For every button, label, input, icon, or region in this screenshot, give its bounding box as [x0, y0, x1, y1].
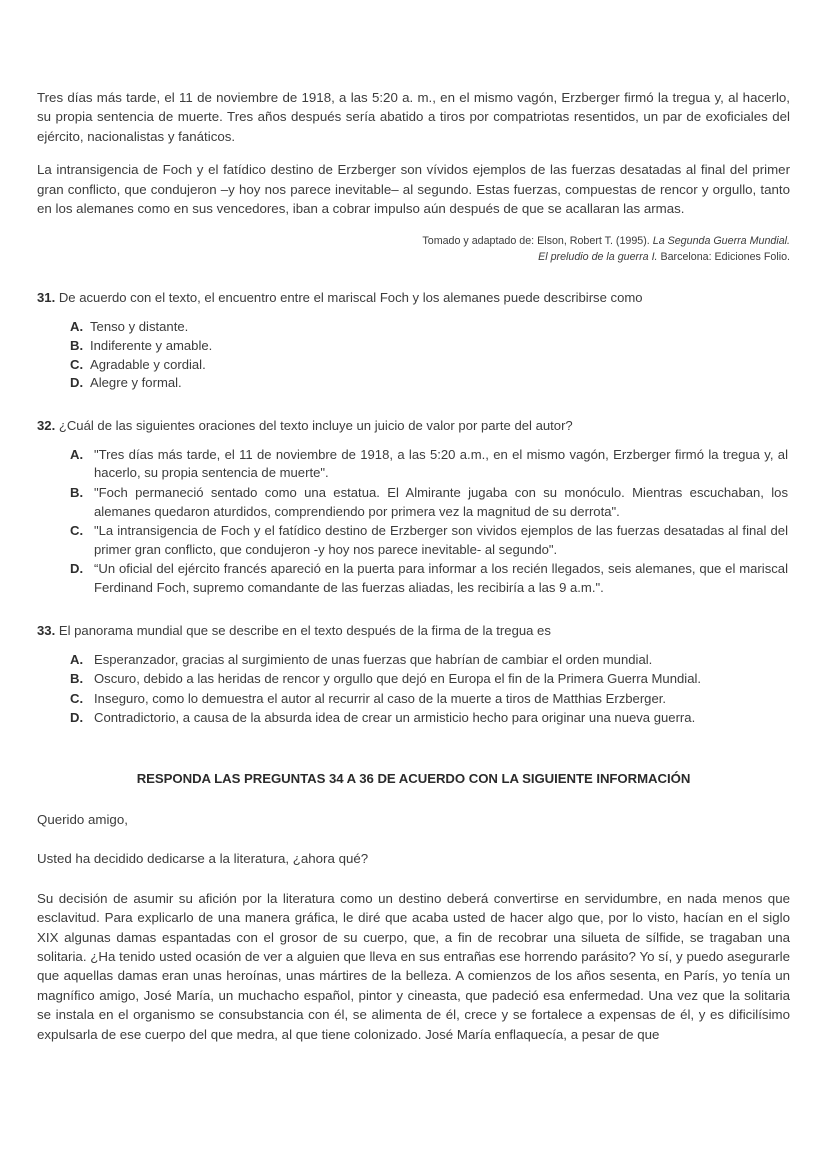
option-33-c-letter: C. [70, 690, 84, 706]
option-31-d[interactable] [70, 374, 760, 393]
option-31-b-letter: B. [70, 338, 84, 354]
attribution-line-1 [37, 234, 790, 250]
option-33-d[interactable] [70, 709, 788, 728]
option-31-a-letter: A. [70, 319, 84, 335]
question-33-text: El panorama mundial que se describe en el texto después de la firma de la tregua es [58, 622, 551, 638]
option-33-b[interactable] [70, 670, 788, 689]
question-33-stem [37, 622, 790, 640]
source-attribution [37, 234, 790, 265]
passage-paragraph-2: La intransigencia de Foch y el fatídico destino de Erzberger son vívidos ejemplos de las fuerzas desatadas al final del primer gran conflicto, que condujeron –y hoy nos parece inevitable– al segundo. Estas fuerzas, compuestas de rencor y orgullo, tanto en los alemanes como en sus vencedores, iban a cobrar impulso aún después de que se acallaran las armas. [37, 162, 790, 217]
option-32-a-text: "Tres días más tarde, el 11 de noviembre de 1918, a las 5:20 a.m., en el mismo vagón, Erzberger firmó la tregua y, al hacerlo, su propia sentencia de muerte". [94, 446, 788, 481]
option-33-c-text: Inseguro, como lo demuestra el autor al recurrir al caso de la muerte a tiros de Matthias Erzberger. [94, 690, 667, 706]
question-31-stem [37, 289, 790, 307]
option-32-b[interactable] [70, 484, 788, 521]
option-33-a-text: Esperanzador, gracias al surgimiento de unas fuerzas que habrían de cambiar el orden mundial. [94, 651, 653, 667]
option-33-b-text: Oscuro, debido a las heridas de rencor y orgullo que dejó en Europa el fin de la Primera Guerra Mundial. [94, 671, 702, 687]
option-33-b-letter: B. [70, 671, 84, 687]
question-32-options [70, 446, 788, 598]
option-32-b-letter: B. [70, 485, 84, 500]
question-32-stem [37, 417, 790, 435]
attribution-line-2 [37, 250, 790, 266]
question-33 [37, 622, 790, 728]
letter-salutation: Querido amigo, [37, 811, 128, 827]
option-32-d-text: “Un oficial del ejército francés apareció en la puerta para informar a los recién llegados, seis alemanes, que el mariscal Ferdinand Foch, supremo comandante de las fuerzas aliadas, les recibiría a las 9 a.m.". [94, 561, 788, 595]
question-33-options [70, 651, 788, 728]
option-32-a-letter: A. [70, 446, 84, 462]
reading-passage [37, 88, 790, 218]
option-31-d-text: Alegre y formal. [90, 375, 182, 391]
option-33-d-letter: D. [70, 710, 84, 726]
passage-paragraph-1: Tres días más tarde, el 11 de noviembre de 1918, a las 5:20 a. m., en el mismo vagón, Erzberger firmó la tregua y, al hacerlo, su propia sentencia de muerte. Tres años después sería abatido a tiros por compatriotas resentidos, un par de exoficiales del ejército, nacionalistas y fanáticos. [37, 90, 790, 144]
question-32-text: ¿Cuál de las siguientes oraciones del texto incluye un juicio de valor por parte del autor? [58, 417, 573, 433]
option-31-c-text: Agradable y cordial. [90, 356, 206, 372]
question-31-number: 31. [37, 290, 56, 306]
option-32-a[interactable] [70, 446, 788, 483]
section-instruction-heading: RESPONDA LAS PREGUNTAS 34 A 36 DE ACUERDO CON LA SIGUIENTE INFORMACIÓN [136, 770, 691, 786]
option-33-a-letter: A. [70, 651, 84, 667]
option-32-c-letter: C. [70, 523, 84, 539]
question-31 [37, 289, 790, 392]
question-32 [37, 417, 790, 598]
attribution-title-2: El preludio de la guerra I. [538, 250, 658, 263]
option-32-c[interactable] [70, 522, 788, 559]
option-31-d-letter: D. [70, 375, 84, 391]
attribution-prefix: Tomado y adaptado de: Elson, Robert T. (1995). [422, 235, 653, 248]
question-31-options [70, 318, 760, 392]
option-32-b-text: "Foch permaneció sentado como una estatua. El Almirante jugaba con su monóculo. Mientras escuchaban, los alemanes quedaron aturdidos, comprendiendo por primera vez la magnitud de su derrota". [94, 485, 788, 519]
question-32-number: 32. [37, 417, 56, 433]
option-33-a[interactable] [70, 651, 788, 670]
option-33-d-text: Contradictorio, a causa de la absurda idea de crear un armisticio hecho para originar una nueva guerra. [94, 710, 696, 726]
letter-opening-line: Usted ha decidido dedicarse a la literatura, ¿ahora qué? [37, 851, 369, 867]
option-31-c-letter: C. [70, 356, 84, 372]
question-33-number: 33. [37, 622, 56, 638]
question-31-text: De acuerdo con el texto, el encuentro entre el mariscal Foch y los alemanes puede describirse como [58, 290, 643, 306]
option-32-d-letter: D. [70, 561, 84, 577]
attribution-publisher: Barcelona: Ediciones Folio. [657, 250, 790, 263]
option-31-b[interactable] [70, 337, 760, 356]
option-31-a[interactable] [70, 318, 760, 337]
option-31-c[interactable] [70, 356, 760, 375]
option-33-c[interactable] [70, 690, 788, 709]
page-content [37, 88, 790, 1044]
letter-body: Su decisión de asumir su afición por la literatura como un destino deberá convertirse en servidumbre, en nada menos que esclavitud. Para explicarlo de una manera gráfica, le diré que acaba usted de hacer algo que, por lo visto, hacían en el siglo XIX algunas damas espantadas con el grosor de su cuerpo, que, a fin de recobrar una silueta de sílfide, se tragaban una solitaria. ¿Ha tenido usted ocasión de ver a alguien que lleva en sus entrañas ese horrendo parásito? Yo sí, y puedo asegurarle que aquellas damas eran unas heroínas, unas mártires de la belleza. A comienzos de los años sesenta, en París, yo tenía un magnífico amigo, José María, un muchacho español, pintor y cineasta, que padeció esa enfermedad. Una vez que la solitaria se instala en el organismo se consubstancia con él, se alimenta de él, crece y se fortalece a expensas de él, y es dificilísimo expulsarla de ese cuerpo del que medra, al que tiene colonizado. José María enflaquecía, a pesar de que [37, 890, 790, 1042]
attribution-title-1: La Segunda Guerra Mundial. [652, 235, 790, 248]
option-32-d[interactable] [70, 560, 788, 597]
option-32-c-text: "La intransigencia de Foch y el fatídico destino de Erzberger son vividos ejemplos de las fuerzas desatadas al final del primer gran conflicto, que condujeron -y hoy nos parece inevitable- al segundo". [94, 523, 788, 557]
option-31-a-text: Tenso y distante. [90, 319, 189, 335]
letter-passage [37, 810, 790, 1044]
option-31-b-text: Indiferente y amable. [90, 338, 213, 354]
